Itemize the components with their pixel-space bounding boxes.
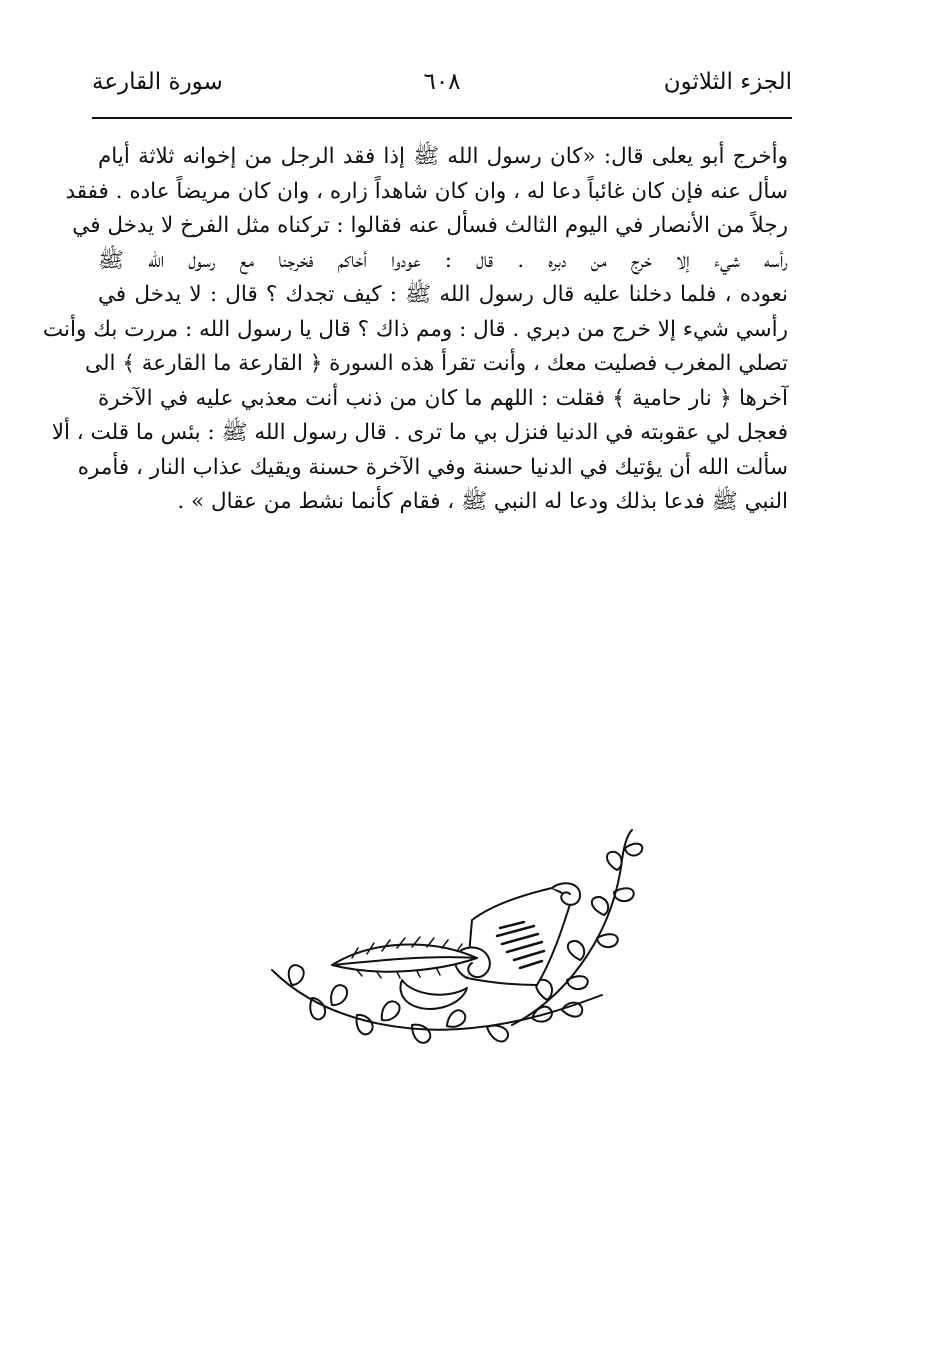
text-line: فعجل لي عقوبته في الدنيا فنزل بي ما ترى . قال رسول الله ﷺ : بئس ما قلت ، ألا (51, 420, 788, 445)
text-line: رأسه شيء إلا خرج من دبره . قال : عودوا أخاكم فخرجنا مع رسول الله ﷺ (98, 247, 788, 273)
running-head-surah: سورة القارعة (92, 69, 223, 95)
text-line: تصلي المغرب فصليت معك ، وأنت تقرأ هذه السورة ﴿ القارعة ما القارعة ﴾ الى (85, 351, 788, 376)
page-number: ٦٠٨ (423, 69, 461, 95)
text-line: سألت الله أن يؤتيك في الدنيا حسنة وفي الآخرة حسنة ويقيك عذاب النار ، فأمره (77, 454, 788, 480)
text-line: سأل عنه فإن كان غائباً دعا له ، وان كان شاهداً زاره ، وان كان مريضاً عاده . ففقد (65, 178, 788, 204)
page-header (92, 62, 792, 102)
header-divider (92, 117, 792, 119)
body-paragraph (42, 140, 788, 520)
text-line: آخرها ﴿ نار حامية ﴾ فقلت : اللهم ما كان من ذنب أنت معذبي عليه في الآخرة (98, 385, 788, 411)
running-head-part: الجزء الثلاثون (663, 69, 792, 95)
text-line: رأسي شيء إلا خرج من دبري . قال : ومم ذاك ؟ قال يا رسول الله : مررت بك وأنت (42, 316, 788, 342)
text-line: وأخرج أبو يعلى قال: «كان رسول الله ﷺ إذا فقد الرجل من إخوانه ثلاثة أيام (98, 144, 788, 169)
text-line: النبي ﷺ فدعا بذلك ودعا له النبي ﷺ ، فقام كأنما نشط من عقال » . (177, 489, 788, 514)
text-line: رجلاً من الأنصار في اليوم الثالث فسأل عنه فقالوا : تركناه مثل الفرخ لا يدخل في (72, 213, 788, 238)
scroll-quill-laurel-icon (262, 820, 662, 1070)
text-line: نعوده ، فلما دخلنا عليه قال رسول الله ﷺ : كيف تجدك ؟ قال : لا يدخل في (98, 282, 788, 307)
